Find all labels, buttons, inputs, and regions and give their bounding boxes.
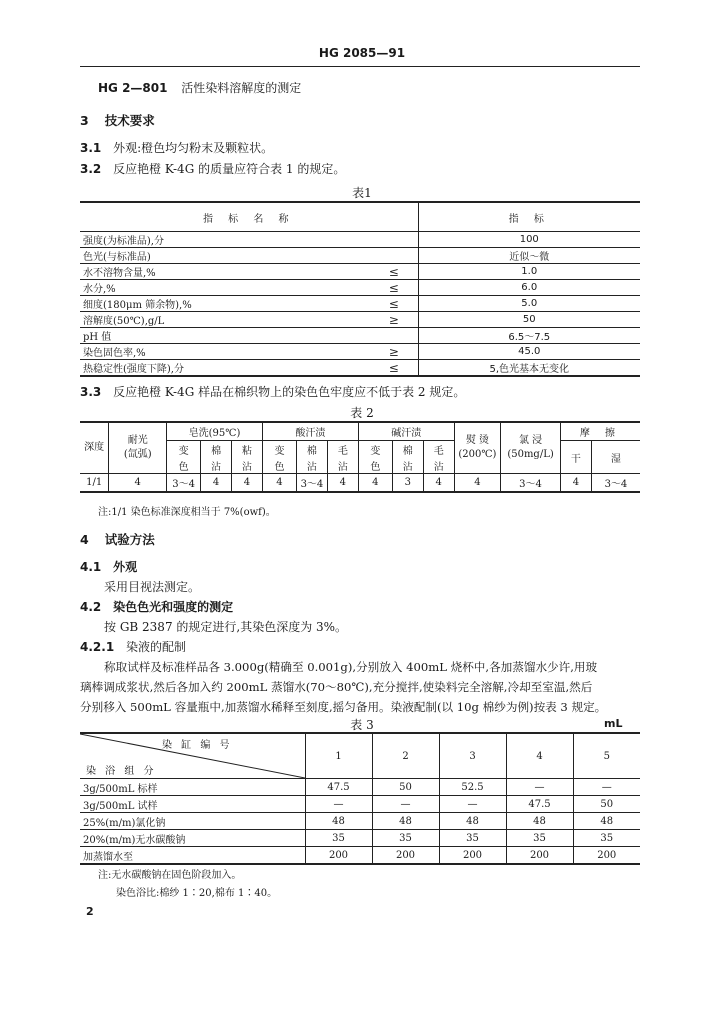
table1-cell-value: 1.0 bbox=[521, 266, 538, 277]
clause-3-1: 3.1 外观:橙色均匀粉末及颗粒状。 bbox=[80, 141, 274, 155]
table3-cell-name: 20%(m/m)无水碳酸钠 bbox=[80, 830, 305, 847]
table1-cell-symbol bbox=[370, 328, 418, 344]
table1-cell-value: 5.0 bbox=[521, 298, 538, 309]
table-2: 深度 耐光 (氙弧) 皂洗(95℃) 酸汗渍 碱汗渍 熨 烫 (200℃) 氯 浸 (50mg/L) 摩 擦 变 棉 粘 变 棉 毛 变 棉 毛 干 湿 色 沾 沾 色 沾 沾 色 沾 沾 1/1 4 3～4 4 4 4 3～4 4 4 3 4 4 3～4 4 3～4 bbox=[80, 421, 640, 493]
table1-cell-name: 强度(为标准品),分 bbox=[83, 236, 164, 247]
ref-code: HG 2—801 bbox=[98, 81, 168, 95]
table1-cell-symbol: ≤ bbox=[370, 280, 418, 296]
table1-row bbox=[80, 344, 640, 360]
table3-cell: 52.5 bbox=[439, 779, 506, 796]
table3-cell: 48 bbox=[506, 813, 573, 830]
t2-h-light: 耐光 (氙弧) bbox=[109, 422, 167, 474]
table3-col-header: 1 bbox=[305, 733, 372, 779]
table2-cell: 3 bbox=[392, 474, 423, 493]
clause-4-2: 4.2 染色色光和强度的测定 bbox=[80, 600, 234, 614]
t2-h-wet: 湿 bbox=[591, 441, 640, 474]
table2-cell: 4 bbox=[454, 474, 500, 493]
table1-cell-value: 6.0 bbox=[521, 282, 538, 293]
table3-cell-name: 25%(m/m)氯化钠 bbox=[80, 813, 305, 830]
table1-head-value: 指 标 bbox=[508, 213, 550, 225]
table1-cell-symbol: ≤ bbox=[370, 296, 418, 312]
table2-cell: 4 bbox=[109, 474, 167, 493]
table1-cell-symbol: ≤ bbox=[370, 360, 418, 377]
table3-cell-name: 加蒸馏水至 bbox=[80, 847, 305, 865]
table1-cell-value: 6.5～7.5 bbox=[508, 332, 551, 343]
table2-cell: 1/1 bbox=[80, 474, 109, 493]
table3-col-header: 2 bbox=[372, 733, 439, 779]
t2-h-acid: 酸汗渍 bbox=[262, 422, 358, 441]
table1-cell-name: 细度(180μm 筛余物),% bbox=[83, 300, 192, 311]
table1-cell-name: 染色固色率,% bbox=[83, 348, 146, 359]
table3-cell: 200 bbox=[305, 847, 372, 865]
table1-head-name: 指 标 名 称 bbox=[80, 202, 418, 232]
table1-cell-name: 溶解度(50℃),g/L bbox=[83, 316, 165, 327]
table3-cell: 48 bbox=[305, 813, 372, 830]
page-number: 2 bbox=[86, 905, 94, 918]
table3-col-header: 3 bbox=[439, 733, 506, 779]
table1-caption: 表1 bbox=[352, 186, 372, 200]
table1-cell-symbol: ≥ bbox=[370, 344, 418, 360]
table1-cell-symbol bbox=[370, 248, 418, 264]
table3-unit: mL bbox=[604, 717, 623, 730]
table3-cell: 200 bbox=[439, 847, 506, 865]
table3-cell: 35 bbox=[439, 830, 506, 847]
table3-row bbox=[80, 813, 640, 830]
table3-cell: 35 bbox=[372, 830, 439, 847]
table3-cell: 35 bbox=[600, 832, 614, 844]
table3-cell: 200 bbox=[372, 847, 439, 865]
clause-4-2-1: 4.2.1 染液的配制 bbox=[80, 640, 187, 654]
table1-row bbox=[80, 328, 640, 344]
table3-cell: 35 bbox=[506, 830, 573, 847]
table3-col-header: 4 bbox=[506, 733, 573, 779]
table3-cell: 200 bbox=[506, 847, 573, 865]
clause-4-1-text: 采用目视法测定。 bbox=[104, 580, 201, 594]
table2-cell: 4 bbox=[327, 474, 358, 493]
table3-cell: 50 bbox=[372, 779, 439, 796]
table2-cell: 4 bbox=[358, 474, 392, 493]
table1-cell-value: 45.0 bbox=[518, 346, 541, 357]
clause-4-2-text: 按 GB 2387 的规定进行,其染色深度为 3%。 bbox=[104, 620, 348, 634]
t2-h-rub: 摩 擦 bbox=[560, 422, 640, 441]
section-3-heading: 3 技术要求 bbox=[80, 113, 155, 128]
table2-caption: 表 2 bbox=[350, 406, 374, 420]
table1-cell-value: 50 bbox=[522, 314, 536, 325]
t2-h-depth: 深度 bbox=[80, 422, 109, 474]
table3-note-1: 注:无水碳酸钠在固色阶段加入。 bbox=[98, 870, 242, 881]
running-header: HG 2085—91 bbox=[318, 46, 406, 60]
clause-4-2-1-p1: 称取试样及标准样品各 3.000g(精确至 0.001g),分别放入 400mL 烧杯中,各加蒸馏水少许,用玻 bbox=[104, 660, 598, 674]
table3-row bbox=[80, 847, 640, 865]
table-1 bbox=[80, 201, 640, 377]
table3-cell: — bbox=[439, 796, 506, 813]
table3-cell: — bbox=[305, 796, 372, 813]
table1-row bbox=[80, 312, 640, 328]
table2-cell: 4 bbox=[201, 474, 232, 493]
table3-row bbox=[80, 779, 640, 796]
clause-4-2-1-p2: 璃棒调成浆状,然后各加入约 200mL 蒸馏水(70～80℃),充分搅拌,使染料完全溶解,冷却至室温,然后 bbox=[80, 680, 593, 694]
table3-cell: 200 bbox=[597, 849, 617, 861]
clause-4-1: 4.1 外观 bbox=[80, 560, 138, 574]
t2-h-dry: 干 bbox=[560, 441, 591, 474]
t2-h-chlor: 氯 浸 (50mg/L) bbox=[501, 422, 561, 474]
table2-cell: 4 bbox=[560, 474, 591, 493]
table3-cell-name: 3g/500mL 标样 bbox=[80, 779, 305, 796]
reference-line bbox=[98, 79, 301, 96]
table2-note: 注:1/1 染色标准深度相当于 7%(owf)。 bbox=[98, 507, 276, 518]
table2-cell: 3～4 bbox=[604, 479, 628, 490]
table-3 bbox=[80, 732, 640, 865]
table2-cell: 4 bbox=[423, 474, 454, 493]
table1-cell-name: pH 值 bbox=[83, 332, 112, 343]
table3-cell: 50 bbox=[600, 798, 614, 810]
table1-cell-value: 5,色光基本无变化 bbox=[489, 364, 570, 375]
table1-row bbox=[80, 280, 640, 296]
clause-3-2: 3.2 反应艳橙 K-4G 的质量应符合表 1 的规定。 bbox=[80, 162, 346, 176]
table2-cell: 4 bbox=[262, 474, 296, 493]
table3-cell: — bbox=[506, 779, 573, 796]
table1-cell-name: 水不溶物含量,% bbox=[83, 268, 156, 279]
clause-4-2-1-p3: 分别移入 500mL 容量瓶中,加蒸馏水稀释至刻度,摇匀备用。染液配制(以 10g 棉纱为例)按表 3 规定。 bbox=[80, 700, 607, 714]
table1-row bbox=[80, 232, 640, 248]
table3-cell: 48 bbox=[600, 815, 614, 827]
table3-cell: 47.5 bbox=[305, 779, 372, 796]
table1-cell-symbol: ≤ bbox=[370, 264, 418, 280]
table3-cell-name: 3g/500mL 试样 bbox=[80, 796, 305, 813]
table3-cell: 47.5 bbox=[506, 796, 573, 813]
table1-row bbox=[80, 248, 640, 264]
table1-cell-value: 近似～微 bbox=[509, 252, 550, 263]
table3-cell: 35 bbox=[305, 830, 372, 847]
table1-cell-symbol bbox=[370, 232, 418, 248]
table1-cell-name: 色光(与标准品) bbox=[83, 252, 151, 263]
table2-data-row bbox=[80, 474, 640, 493]
table1-cell-symbol: ≥ bbox=[370, 312, 418, 328]
section-4-heading: 4 试验方法 bbox=[80, 532, 155, 547]
table1-cell-value: 100 bbox=[519, 234, 539, 245]
table2-cell: 4 bbox=[232, 474, 263, 493]
table1-cell-name: 水分,% bbox=[83, 284, 116, 295]
clause-3-3: 3.3 反应艳橙 K-4G 样品在棉织物上的染色色牢度应不低于表 2 规定。 bbox=[80, 385, 466, 399]
table2-cell: 3～4 bbox=[167, 474, 201, 493]
t2-h-iron: 熨 烫 (200℃) bbox=[454, 422, 500, 474]
table3-cell: — bbox=[601, 781, 612, 793]
table3-caption: 表 3 bbox=[350, 718, 374, 732]
table2-cell: 3～4 bbox=[296, 474, 327, 493]
header-rule bbox=[80, 66, 640, 67]
table3-note-2: 染色浴比:棉纱 1∶20,棉布 1∶40。 bbox=[116, 888, 278, 899]
table2-cell: 3～4 bbox=[501, 474, 561, 493]
table3-col-header: 5 bbox=[603, 750, 610, 762]
table1-row bbox=[80, 296, 640, 312]
t2-h-alk: 碱汗渍 bbox=[358, 422, 454, 441]
table3-row bbox=[80, 830, 640, 847]
t2-h-soap: 皂洗(95℃) bbox=[167, 422, 263, 441]
table3-cell: 48 bbox=[372, 813, 439, 830]
table3-cell: 48 bbox=[439, 813, 506, 830]
t3-diag-header: 染 缸 编 号 染 浴 组 分 bbox=[80, 733, 305, 779]
table1-row bbox=[80, 360, 640, 377]
ref-title: 活性染料溶解度的测定 bbox=[181, 81, 302, 95]
table3-cell: — bbox=[372, 796, 439, 813]
table3-row bbox=[80, 796, 640, 813]
table1-row bbox=[80, 264, 640, 280]
table1-cell-name: 热稳定性(强度下降),分 bbox=[83, 364, 184, 375]
